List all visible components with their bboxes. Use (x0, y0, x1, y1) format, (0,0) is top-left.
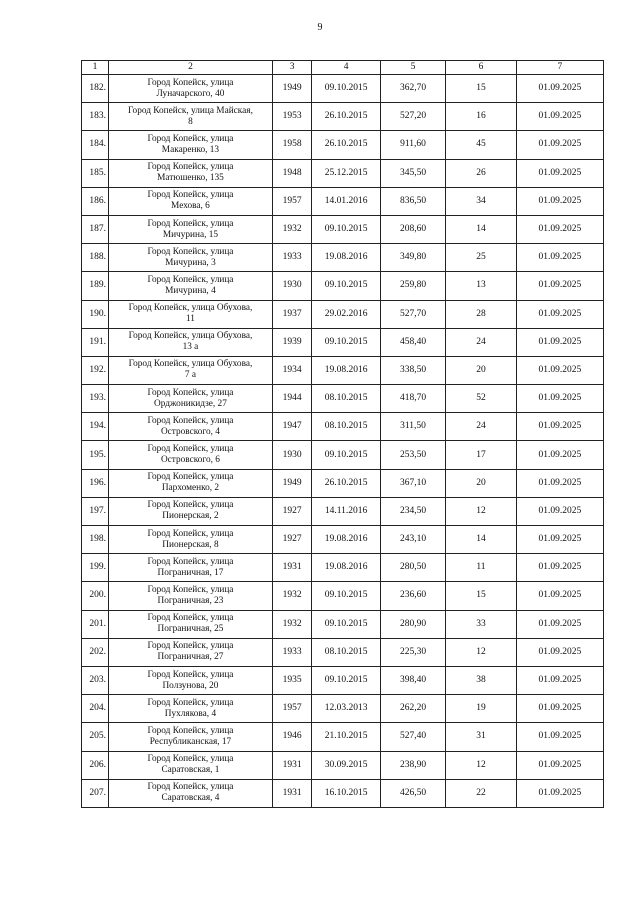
address-line-1: Город Копейск, улица (147, 500, 234, 511)
address-line-1: Город Копейск, улица (147, 77, 234, 88)
year-built-cell: 1949 (272, 469, 311, 497)
address-line-1: Город Копейск, улица (147, 725, 234, 736)
inspection-date-cell: 21.10.2015 (312, 723, 380, 751)
address-line-1: Город Копейск, улица (147, 387, 234, 398)
deadline-cell: 01.09.2025 (516, 187, 603, 215)
table-row (82, 779, 604, 807)
table-row (82, 272, 604, 300)
deadline-cell: 01.09.2025 (516, 385, 603, 413)
address-line-1: Город Копейск, улица (147, 444, 234, 455)
address-line-1: Город Копейск, улица (147, 246, 234, 257)
address-cell (108, 356, 272, 384)
address-line-2: 7 а (184, 370, 196, 381)
area-cell: 349,80 (380, 244, 445, 272)
address-line-2: Пионерская, 8 (162, 539, 219, 550)
residents-cell: 17 (446, 441, 517, 469)
inspection-date-cell: 29.02.2016 (312, 300, 380, 328)
column-header: 4 (312, 61, 380, 75)
inspection-date-cell: 09.10.2015 (312, 328, 380, 356)
residents-cell: 33 (446, 610, 517, 638)
column-header: 5 (380, 61, 445, 75)
address-line-1: Город Копейск, улица Обухова, (128, 303, 253, 314)
inspection-date-cell: 26.10.2015 (312, 131, 380, 159)
table-row (82, 103, 604, 131)
address-cell (108, 413, 272, 441)
year-built-cell: 1932 (272, 610, 311, 638)
residents-cell: 24 (446, 413, 517, 441)
area-cell: 367,10 (380, 469, 445, 497)
inspection-date-cell: 14.11.2016 (312, 497, 380, 525)
table-row (82, 75, 604, 103)
row-number: 201. (82, 610, 109, 638)
table-row (82, 441, 604, 469)
area-cell: 911,60 (380, 131, 445, 159)
year-built-cell: 1957 (272, 187, 311, 215)
inspection-date-cell: 09.10.2015 (312, 272, 380, 300)
year-built-cell: 1927 (272, 497, 311, 525)
column-header: 3 (272, 61, 311, 75)
area-cell: 338,50 (380, 356, 445, 384)
address-cell (108, 695, 272, 723)
address-cell (108, 215, 272, 243)
address-line-1: Город Копейск, улица (147, 641, 234, 652)
area-cell: 262,20 (380, 695, 445, 723)
table-row (82, 413, 604, 441)
address-cell (108, 610, 272, 638)
housing-table (81, 60, 604, 808)
row-number: 200. (82, 582, 109, 610)
deadline-cell: 01.09.2025 (516, 75, 603, 103)
residents-cell: 16 (446, 103, 517, 131)
area-cell: 398,40 (380, 666, 445, 694)
deadline-cell: 01.09.2025 (516, 215, 603, 243)
row-number: 204. (82, 695, 109, 723)
area-cell: 527,70 (380, 300, 445, 328)
table-row (82, 695, 604, 723)
area-cell: 527,20 (380, 103, 445, 131)
table-row (82, 610, 604, 638)
deadline-cell: 01.09.2025 (516, 638, 603, 666)
table-row (82, 385, 604, 413)
address-cell (108, 723, 272, 751)
address-line-1: Город Копейск, улица (147, 613, 234, 624)
inspection-date-cell: 25.12.2015 (312, 159, 380, 187)
residents-cell: 12 (446, 751, 517, 779)
address-line-1: Город Копейск, улица (147, 782, 234, 793)
year-built-cell: 1958 (272, 131, 311, 159)
address-line-2: Пограничная, 17 (157, 567, 224, 578)
table-row (82, 526, 604, 554)
deadline-cell: 01.09.2025 (516, 159, 603, 187)
area-cell: 234,50 (380, 497, 445, 525)
address-line-1: Город Копейск, улица (147, 556, 234, 567)
row-number: 190. (82, 300, 109, 328)
area-cell: 243,10 (380, 526, 445, 554)
inspection-date-cell: 16.10.2015 (312, 779, 380, 807)
deadline-cell: 01.09.2025 (516, 610, 603, 638)
row-number: 196. (82, 469, 109, 497)
inspection-date-cell: 19.08.2016 (312, 356, 380, 384)
row-number: 188. (82, 244, 109, 272)
address-line-1: Город Копейск, улица (147, 584, 234, 595)
address-line-2: Пухлякова, 4 (164, 708, 217, 719)
inspection-date-cell: 26.10.2015 (312, 469, 380, 497)
year-built-cell: 1939 (272, 328, 311, 356)
area-cell: 836,50 (380, 187, 445, 215)
address-cell (108, 582, 272, 610)
address-line-2: Пархоменко, 2 (161, 483, 220, 494)
inspection-date-cell: 19.08.2016 (312, 526, 380, 554)
row-number: 186. (82, 187, 109, 215)
area-cell: 238,90 (380, 751, 445, 779)
address-cell (108, 751, 272, 779)
address-line-2: Пограничная, 25 (157, 624, 224, 635)
address-line-1: Город Копейск, улица (147, 162, 234, 173)
table-row (82, 751, 604, 779)
row-number: 199. (82, 554, 109, 582)
column-header: 1 (82, 61, 109, 75)
residents-cell: 20 (446, 469, 517, 497)
row-number: 203. (82, 666, 109, 694)
address-line-2: Пионерская, 2 (162, 511, 219, 522)
year-built-cell: 1931 (272, 554, 311, 582)
area-cell: 236,60 (380, 582, 445, 610)
inspection-date-cell: 12.03.2013 (312, 695, 380, 723)
address-cell (108, 469, 272, 497)
address-line-2: Мехова, 6 (171, 201, 210, 212)
deadline-cell: 01.09.2025 (516, 723, 603, 751)
address-cell (108, 497, 272, 525)
year-built-cell: 1957 (272, 695, 311, 723)
address-cell (108, 328, 272, 356)
row-number: 185. (82, 159, 109, 187)
table-row (82, 554, 604, 582)
deadline-cell: 01.09.2025 (516, 582, 603, 610)
year-built-cell: 1933 (272, 638, 311, 666)
address-line-2: Саратовская, 1 (161, 765, 220, 776)
deadline-cell: 01.09.2025 (516, 272, 603, 300)
table-row (82, 497, 604, 525)
year-built-cell: 1933 (272, 244, 311, 272)
area-cell: 527,40 (380, 723, 445, 751)
year-built-cell: 1930 (272, 272, 311, 300)
inspection-date-cell: 09.10.2015 (312, 666, 380, 694)
inspection-date-cell: 09.10.2015 (312, 441, 380, 469)
residents-cell: 15 (446, 582, 517, 610)
inspection-date-cell: 19.08.2016 (312, 554, 380, 582)
year-built-cell: 1935 (272, 666, 311, 694)
residents-cell: 24 (446, 328, 517, 356)
inspection-date-cell: 09.10.2015 (312, 610, 380, 638)
table-header-row (82, 61, 604, 75)
table-row (82, 723, 604, 751)
row-number: 182. (82, 75, 109, 103)
year-built-cell: 1944 (272, 385, 311, 413)
deadline-cell: 01.09.2025 (516, 103, 603, 131)
deadline-cell: 01.09.2025 (516, 666, 603, 694)
address-cell (108, 272, 272, 300)
year-built-cell: 1927 (272, 526, 311, 554)
row-number: 205. (82, 723, 109, 751)
table-row (82, 328, 604, 356)
table-row (82, 215, 604, 243)
row-number: 187. (82, 215, 109, 243)
area-cell: 253,50 (380, 441, 445, 469)
area-cell: 418,70 (380, 385, 445, 413)
deadline-cell: 01.09.2025 (516, 554, 603, 582)
inspection-date-cell: 09.10.2015 (312, 582, 380, 610)
residents-cell: 34 (446, 187, 517, 215)
year-built-cell: 1934 (272, 356, 311, 384)
row-number: 195. (82, 441, 109, 469)
address-line-2: Мичурина, 3 (165, 257, 216, 268)
inspection-date-cell: 09.10.2015 (312, 75, 380, 103)
inspection-date-cell: 19.08.2016 (312, 244, 380, 272)
year-built-cell: 1948 (272, 159, 311, 187)
table-row (82, 131, 604, 159)
address-line-1: Город Копейск, улица (147, 190, 234, 201)
address-line-2: Мичурина, 4 (165, 285, 216, 296)
deadline-cell: 01.09.2025 (516, 779, 603, 807)
row-number: 207. (82, 779, 109, 807)
address-cell (108, 244, 272, 272)
table-row (82, 356, 604, 384)
inspection-date-cell: 14.01.2016 (312, 187, 380, 215)
address-cell (108, 159, 272, 187)
address-line-2: Ползунова, 20 (162, 680, 219, 691)
inspection-date-cell: 09.10.2015 (312, 215, 380, 243)
address-line-2: Матюшенко, 135 (157, 173, 224, 184)
table-row (82, 638, 604, 666)
table-row (82, 666, 604, 694)
address-line-1: Город Копейск, улица (147, 754, 234, 765)
area-cell: 362,70 (380, 75, 445, 103)
row-number: 197. (82, 497, 109, 525)
deadline-cell: 01.09.2025 (516, 328, 603, 356)
address-line-2: Островского, 4 (160, 426, 220, 437)
row-number: 202. (82, 638, 109, 666)
residents-cell: 38 (446, 666, 517, 694)
year-built-cell: 1930 (272, 441, 311, 469)
inspection-date-cell: 08.10.2015 (312, 385, 380, 413)
column-header: 6 (446, 61, 517, 75)
row-number: 191. (82, 328, 109, 356)
address-line-1: Город Копейск, улица (147, 528, 234, 539)
address-line-1: Город Копейск, улица (147, 669, 234, 680)
deadline-cell: 01.09.2025 (516, 497, 603, 525)
year-built-cell: 1946 (272, 723, 311, 751)
residents-cell: 12 (446, 638, 517, 666)
residents-cell: 31 (446, 723, 517, 751)
row-number: 189. (82, 272, 109, 300)
row-number: 192. (82, 356, 109, 384)
address-line-2: 11 (185, 314, 195, 325)
column-header: 7 (516, 61, 603, 75)
area-cell: 259,80 (380, 272, 445, 300)
address-line-2: Мичурина, 15 (162, 229, 219, 240)
address-line-1: Город Копейск, улица (147, 415, 234, 426)
address-line-2: 8 (188, 116, 193, 127)
inspection-date-cell: 30.09.2015 (312, 751, 380, 779)
address-line-2: Пограничная, 27 (157, 652, 224, 663)
address-line-2: Луначарского, 40 (156, 88, 225, 99)
address-cell (108, 638, 272, 666)
residents-cell: 28 (446, 300, 517, 328)
residents-cell: 20 (446, 356, 517, 384)
year-built-cell: 1931 (272, 751, 311, 779)
deadline-cell: 01.09.2025 (516, 526, 603, 554)
residents-cell: 52 (446, 385, 517, 413)
row-number: 193. (82, 385, 109, 413)
year-built-cell: 1932 (272, 582, 311, 610)
address-line-1: Город Копейск, улица (147, 218, 234, 229)
area-cell: 280,90 (380, 610, 445, 638)
address-line-2: 13 а (182, 342, 199, 353)
area-cell: 225,30 (380, 638, 445, 666)
area-cell: 280,50 (380, 554, 445, 582)
row-number: 184. (82, 131, 109, 159)
address-cell (108, 779, 272, 807)
address-cell (108, 300, 272, 328)
row-number: 183. (82, 103, 109, 131)
inspection-date-cell: 08.10.2015 (312, 413, 380, 441)
table-row (82, 469, 604, 497)
address-cell (108, 554, 272, 582)
residents-cell: 45 (446, 131, 517, 159)
area-cell: 208,60 (380, 215, 445, 243)
area-cell: 426,50 (380, 779, 445, 807)
residents-cell: 15 (446, 75, 517, 103)
address-line-2: Саратовская, 4 (161, 793, 220, 804)
address-line-2: Орджоникидзе, 27 (154, 398, 227, 409)
row-number: 194. (82, 413, 109, 441)
area-cell: 311,50 (380, 413, 445, 441)
address-line-1: Город Копейск, улица Обухова, (128, 331, 253, 342)
deadline-cell: 01.09.2025 (516, 441, 603, 469)
residents-cell: 25 (446, 244, 517, 272)
address-cell (108, 187, 272, 215)
address-line-1: Город Копейск, улица (147, 274, 234, 285)
address-cell (108, 103, 272, 131)
deadline-cell: 01.09.2025 (516, 695, 603, 723)
residents-cell: 14 (446, 526, 517, 554)
address-cell (108, 666, 272, 694)
area-cell: 345,50 (380, 159, 445, 187)
row-number: 206. (82, 751, 109, 779)
address-cell (108, 75, 272, 103)
residents-cell: 26 (446, 159, 517, 187)
deadline-cell: 01.09.2025 (516, 356, 603, 384)
table-row (82, 187, 604, 215)
year-built-cell: 1953 (272, 103, 311, 131)
address-cell (108, 385, 272, 413)
address-line-1: Город Копейск, улица (147, 697, 234, 708)
row-number: 198. (82, 526, 109, 554)
table-row (82, 159, 604, 187)
year-built-cell: 1932 (272, 215, 311, 243)
deadline-cell: 01.09.2025 (516, 244, 603, 272)
address-line-1: Город Копейск, улица (147, 472, 234, 483)
address-line-2: Островского, 6 (160, 455, 220, 466)
table-row (82, 244, 604, 272)
table-body (82, 75, 604, 808)
table-row (82, 300, 604, 328)
residents-cell: 13 (446, 272, 517, 300)
inspection-date-cell: 26.10.2015 (312, 103, 380, 131)
column-header: 2 (108, 61, 272, 75)
address-cell (108, 441, 272, 469)
table-row (82, 582, 604, 610)
address-cell (108, 131, 272, 159)
deadline-cell: 01.09.2025 (516, 469, 603, 497)
deadline-cell: 01.09.2025 (516, 413, 603, 441)
area-cell: 458,40 (380, 328, 445, 356)
address-line-1: Город Копейск, улица Обухова, (128, 359, 253, 370)
address-line-2: Пограничная, 23 (157, 595, 224, 606)
residents-cell: 14 (446, 215, 517, 243)
address-cell (108, 526, 272, 554)
address-line-2: Макаренко, 13 (161, 144, 220, 155)
year-built-cell: 1949 (272, 75, 311, 103)
deadline-cell: 01.09.2025 (516, 751, 603, 779)
year-built-cell: 1937 (272, 300, 311, 328)
residents-cell: 22 (446, 779, 517, 807)
page-number: 9 (317, 22, 323, 33)
year-built-cell: 1931 (272, 779, 311, 807)
year-built-cell: 1947 (272, 413, 311, 441)
deadline-cell: 01.09.2025 (516, 300, 603, 328)
residents-cell: 11 (446, 554, 517, 582)
address-line-2: Республиканская, 17 (149, 736, 232, 747)
residents-cell: 19 (446, 695, 517, 723)
address-line-1: Город Копейск, улица (147, 133, 234, 144)
inspection-date-cell: 08.10.2015 (312, 638, 380, 666)
residents-cell: 12 (446, 497, 517, 525)
address-line-1: Город Копейск, улица Майская, (127, 105, 253, 116)
deadline-cell: 01.09.2025 (516, 131, 603, 159)
